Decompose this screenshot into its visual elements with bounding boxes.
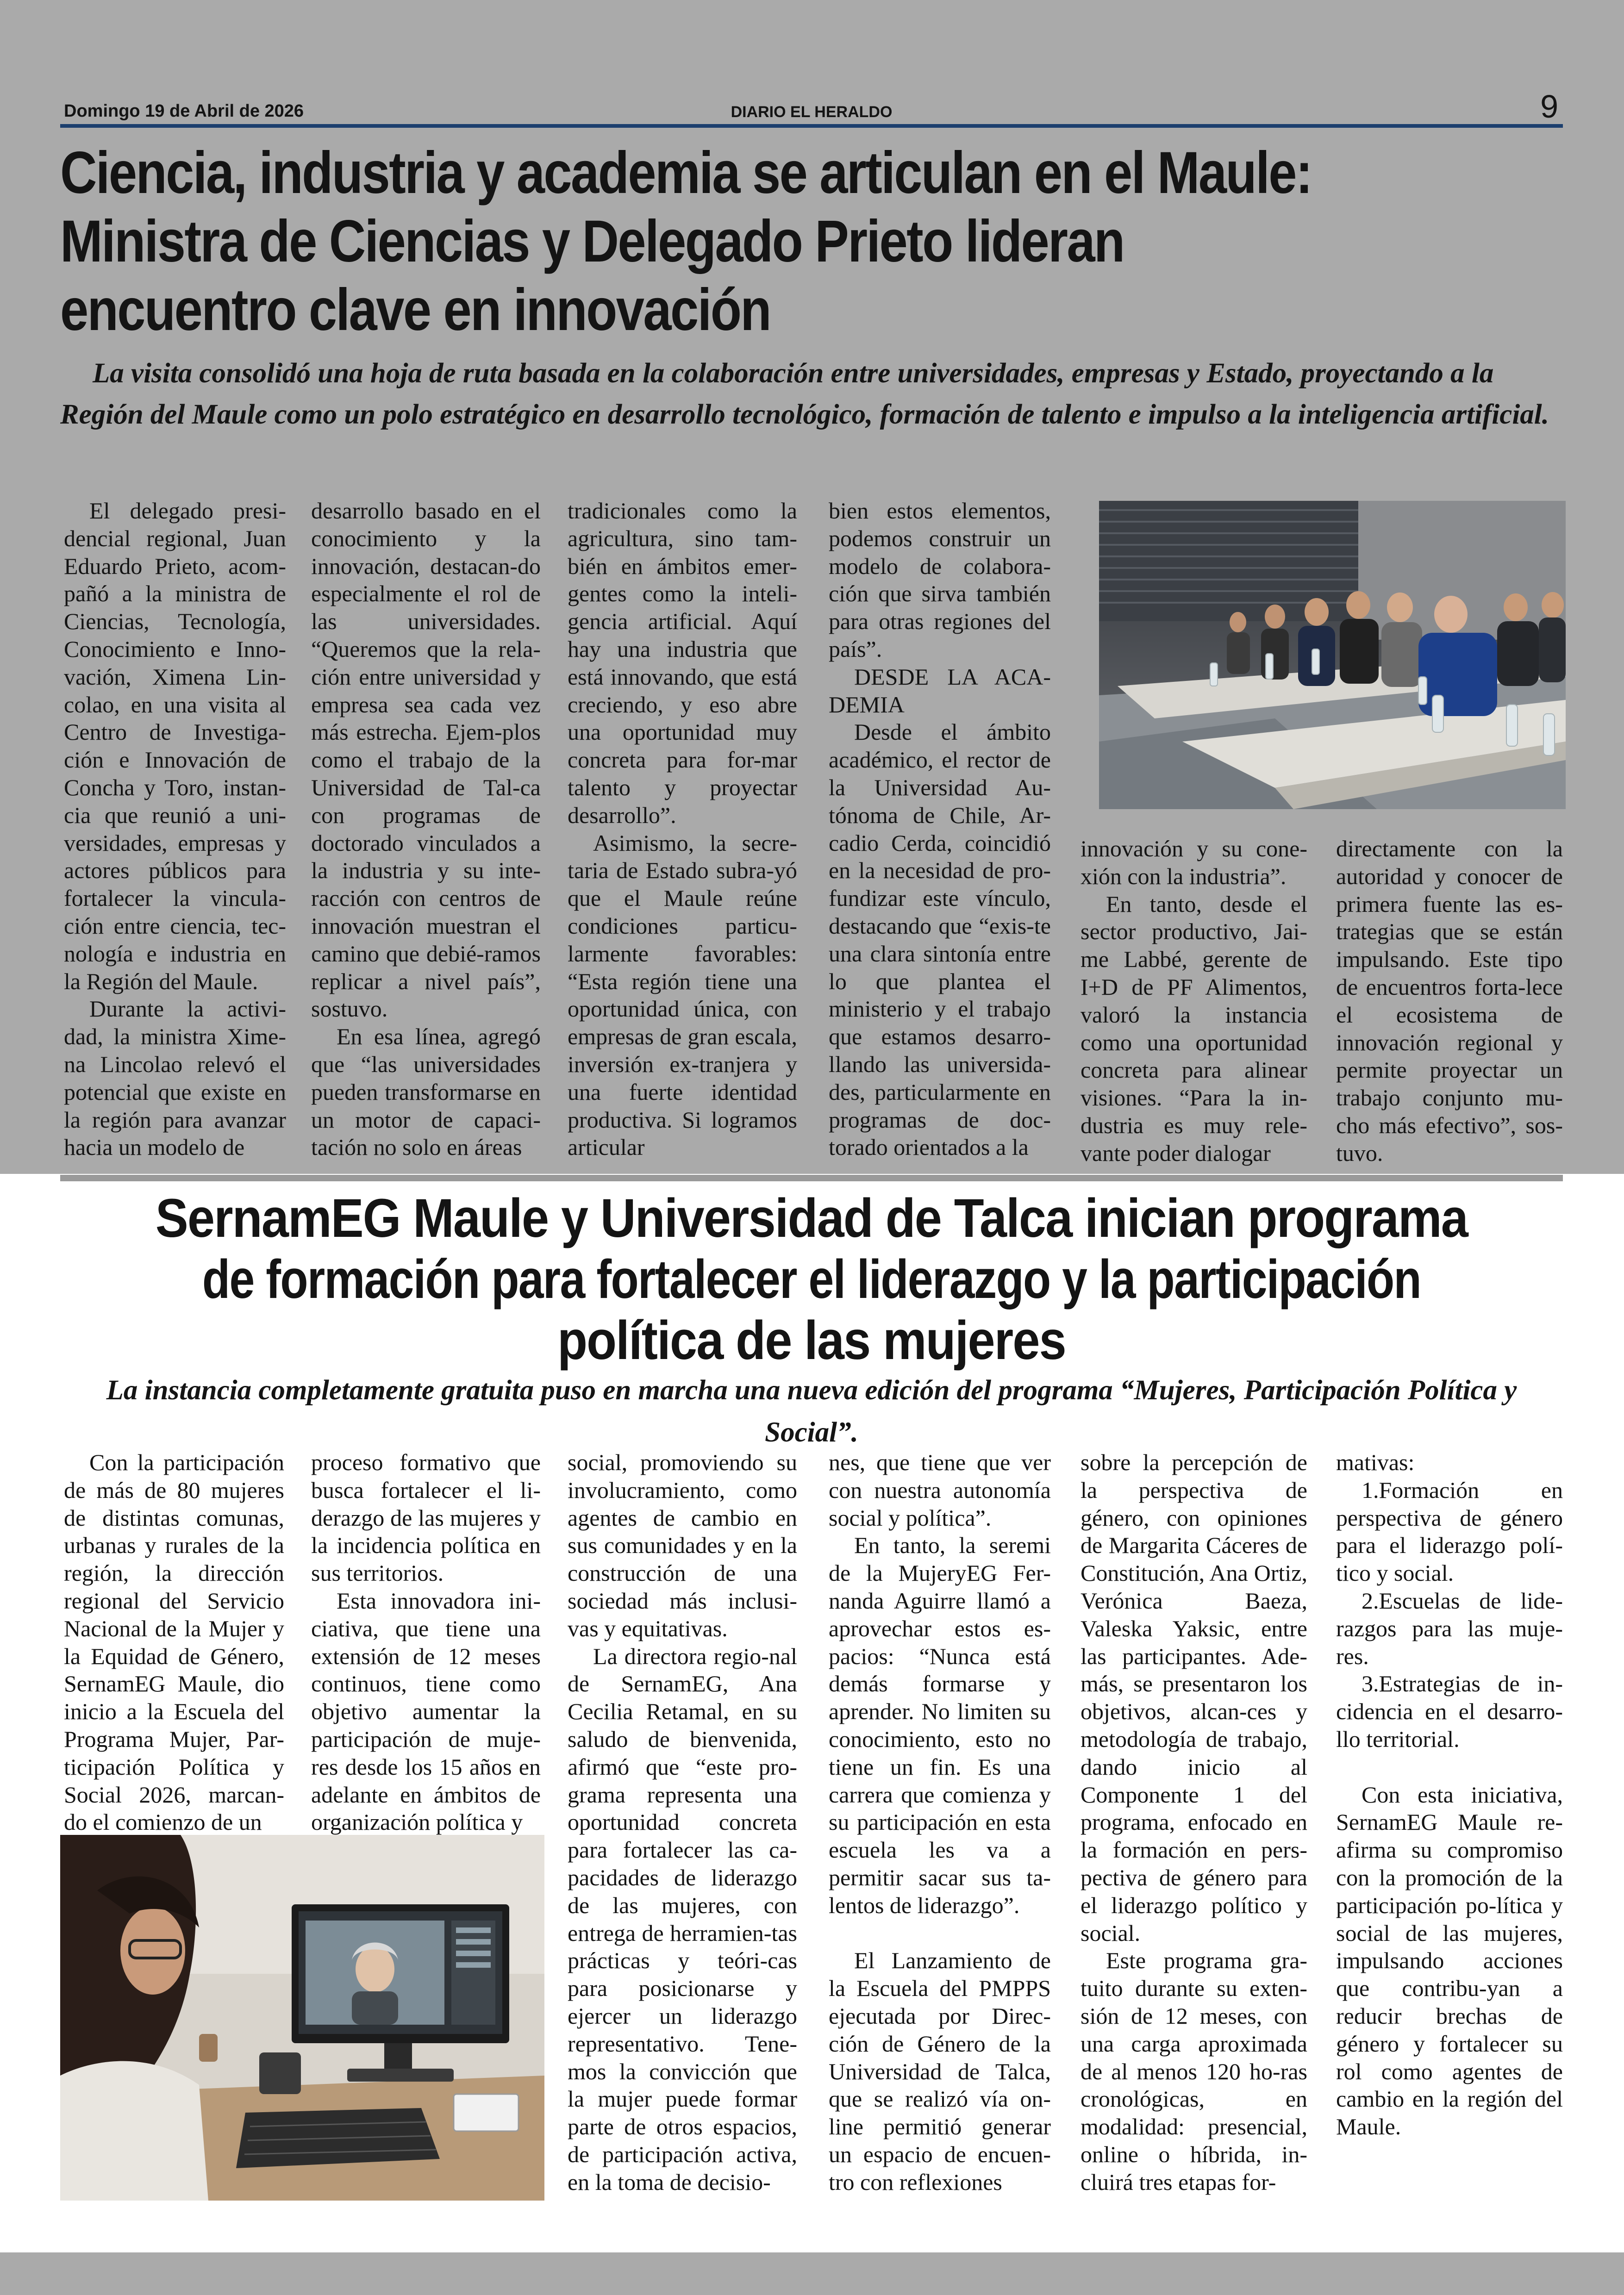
article1-column-4 <box>829 497 1051 1161</box>
paragraph: innovación y su cone-xión con la industria”. <box>1081 836 1307 889</box>
headline-line: Ciencia, industria y academia se articulan en el Maule: <box>60 140 1312 206</box>
list-item: 1.Formación en perspectiva de género para el liderazgo polí-tico y social. <box>1336 1477 1563 1586</box>
article2-column-5 <box>1081 1449 1307 2196</box>
paragraph: tradicionales como la agricultura, sino tam-bién en ámbitos emer-gentes como la inteli-gencia artificial. Aquí hay una industria que está innovando, que está creciendo, y eso abre una oportunidad muy concreta para for-mar talento y proyectar desarrollo”. <box>568 498 797 828</box>
paragraph: La directora regio-nal de SernamEG, Ana Cecilia Retamal, en su saludo de bienvenida, afirmó que “este pro-grama representa una oportunidad concreta para fortalecer las ca-pacidades de liderazgo de las mujeres, con entrega de herramien-tas prácticas y teóri-cas para posicionarse y ejercer un liderazgo representativo. Tene-mos la convicción que la mujer puede formar parte de otros espacios, de participación activa, en la toma de decisio- <box>568 1643 797 2195</box>
paragraph: directamente con la autoridad y conocer de primera fuente las es-trategias que se están impulsando. Este tipo de encuentros forta-lece el ecosistema de innovación regional y permite proyectar un trabajo conjunto mu-cho más efectivo”, sos-tuvo. <box>1336 836 1563 1166</box>
article2-column-1 <box>64 1449 284 1836</box>
article2-column-3 <box>568 1449 797 2196</box>
headline-line: política de las mujeres <box>557 1310 1066 1371</box>
videocall-photo-illustration <box>60 1835 544 2201</box>
issue-date: Domingo 19 de Abril de 2026 <box>64 101 304 121</box>
article1-column-5 <box>1081 835 1307 1167</box>
paragraph: bien estos elementos, podemos construir un modelo de colabora-ción que sirva también para otras regiones del país”. <box>829 498 1051 662</box>
paragraph: Este programa gra-tuito durante su exten-sión de 12 meses, con una carga aproximada de al menos 120 ho-ras cronológicas, en modalidad: presencial, online o híbrida, in-cluirá tres etapas for- <box>1081 1947 1307 2195</box>
paragraph: social, promoviendo su involucramiento, como agentes de cambio en sus comunidades y en la construcción de una sociedad más inclusi-vas y equitativas. <box>568 1449 797 1641</box>
headline-line: Ministra de Ciencias y Delegado Prieto lideran <box>60 208 1124 274</box>
article1-column-3 <box>568 497 797 1161</box>
paragraph: En tanto, la seremi de la MujeryEG Fer-nanda Aguirre llamó a aprovechar estos es-pacios: “Nunca está demás formarse y aprender. No limiten su conocimiento, esto no tiene un fin. Es una carrera que comienza y su participación en esta escuela les va a permitir sacar sus ta-lentos de liderazgo”. <box>829 1532 1051 1918</box>
article1-column-1 <box>64 497 286 1161</box>
paragraph: Durante la activi-dad, la ministra Xime-na Lincolao relevó el potencial que existe en la región para avanzar hacia un modelo de <box>64 996 286 1160</box>
paragraph: Asimismo, la secre-taria de Estado subra-yó que el Maule reúne condiciones particu-larmente favorables: “Esta región tiene una oportunidad única, con empresas de gran escala, inversión ex-tranjera y una fuerte identidad productiva. Si logramos articular <box>568 829 797 1160</box>
headline-line: encuentro clave en innovación <box>60 277 771 343</box>
article1-column-6 <box>1336 835 1563 1167</box>
article2-column-6 <box>1336 1449 1563 2141</box>
paragraph: nes, que tiene que ver con nuestra autonomía social y política”. <box>829 1449 1051 1531</box>
paragraph: desarrollo basado en el conocimiento y la innovación, destacan-do especialmente el rol de las universidades. “Queremos que la rela-ción entre universidad y empresa sea cada vez más estrecha. Ejem-plos como el trabajo de la Universidad de Tal-ca con programas de doctorado vinculados a la industria y su inte-racción con centros de innovación muestran el camino que debié-ramos replicar a nivel país”, sostuvo. <box>311 498 541 1022</box>
list-item: 3.Estrategias de in-cidencia en el desarro-llo territorial. <box>1336 1671 1563 1752</box>
paragraph: El Lanzamiento de la Escuela del PMPPS ejecutada por Direc-ción de Género de la Universidad de Talca, que se realizó vía on-line permitió generar un espacio de encuen-tro con reflexiones <box>829 1947 1051 2195</box>
article2-photo-videocall <box>60 1835 544 2201</box>
section-heading: DESDE LA ACA-DEMIA <box>829 663 1051 717</box>
paragraph: mativas: <box>1336 1449 1415 1475</box>
newspaper-name: DIARIO EL HERALDO <box>731 103 893 121</box>
section-divider <box>60 1175 1563 1181</box>
paragraph: Esta innovadora ini-ciativa, que tiene una extensión de 12 meses continuos, tiene como objetivo aumentar la participación de muje-res desde los 15 años en adelante en ámbitos de organización política y <box>311 1587 541 1835</box>
article1-headline <box>60 139 1362 344</box>
paragraph: Desde el ámbito académico, el rector de la Universidad Au-tónoma de Chile, Ar-cadio Cerda, coincidió en la necesidad de pro-fundizar este vínculo, destacando que “exis-te una clara sintonía entre lo que plantea el ministerio y el trabajo que estamos desarro-llando las universida-des, particularmente en programas de doc-torado orientados a la <box>829 719 1051 1160</box>
paragraph: El delegado presi-dencial regional, Juan Eduardo Prieto, acom-pañó a la ministra de Ciencias, Tecnología, Conocimiento e Inno-vación, Ximena Lin-colao, en una visita al Centro de Investiga-ción e Innovación de Concha y Toro, instan-cia que reunió a uni-versidades, empresas y actores públicos para fortalecer la vincula-ción entre ciencia, tec-nología e industria en la Región del Maule. <box>64 498 286 994</box>
headline-line: de formación para fortalecer el liderazgo y la participación <box>202 1249 1421 1310</box>
article2-subheadline: La instancia completamente gratuita puso en marcha una nueva edición del programa “Mujeres, Participación Política y Social”. <box>106 1375 1517 1448</box>
paragraph: En tanto, desde el sector productivo, Jai-me Labbé, gerente de I+D de PF Alimentos, valoró la instancia como una oportunidad concreta para alinear visiones. “Para la in-dustria es muy rele-vante poder dialogar <box>1081 891 1307 1166</box>
paragraph: Con la participación de más de 80 mujeres de distintas comunas, urbanas y rurales de la región, la dirección regional del Servicio Nacional de la Mujer y la Equidad de Género, SernamEG Maule, dio inicio a la Escuela del Programa Mujer, Par-ticipación Política y Social 2026, marcan-do el comienzo de un <box>64 1449 284 1835</box>
meeting-photo-illustration <box>1099 501 1566 809</box>
article2-column-4 <box>829 1449 1051 2196</box>
paragraph: Con esta iniciativa, SernamEG Maule re-afirma su compromiso con la promoción de la participación po-lítica y social de las mujeres, impulsando acciones que contribu-yan a reducir brechas de género y fortalecer su rol como agentes de cambio en la región del Maule. <box>1336 1781 1563 2140</box>
article1-photo-meeting <box>1099 501 1566 809</box>
article2-column-2 <box>311 1449 541 1836</box>
headline-line: SernamEG Maule y Universidad de Talca inician programa <box>155 1188 1468 1249</box>
page-header <box>60 88 1563 128</box>
article1-subheadline: La visita consolidó una hoja de ruta basada en la colaboración entre universidades, empresas y Estado, proyectando a la Región del Maule como un polo estratégico en desarrollo tecnológico, formación de talento e impulso a la inteligencia artificial. <box>60 358 1549 430</box>
list-item: 2.Escuelas de lide-razgos para las muje-res. <box>1336 1587 1563 1669</box>
paragraph: proceso formativo que busca fortalecer el li-derazgo de las mujeres y la incidencia política en sus territorios. <box>311 1449 541 1586</box>
page-number: 9 <box>1540 88 1558 125</box>
paragraph: En esa línea, agregó que “las universidades pueden transformarse en un motor de capaci-tación no solo en áreas <box>311 1023 541 1160</box>
article1-column-2 <box>311 497 541 1161</box>
paragraph: sobre la percepción de la perspectiva de género, con opiniones de Margarita Cáceres de Constitución, Ana Ortiz, Verónica Baeza, Valeska Yaksic, entre las participantes. Ade-más, se presentaron los objetivos, alcan-ces y metodología de trabajo, dando inicio al Componente 1 del programa, enfocado en la formación en pers-pectiva de género para el liderazgo político y social. <box>1081 1449 1307 1946</box>
article2-headline <box>60 1188 1563 1371</box>
page-footer-band <box>0 2252 1624 2295</box>
